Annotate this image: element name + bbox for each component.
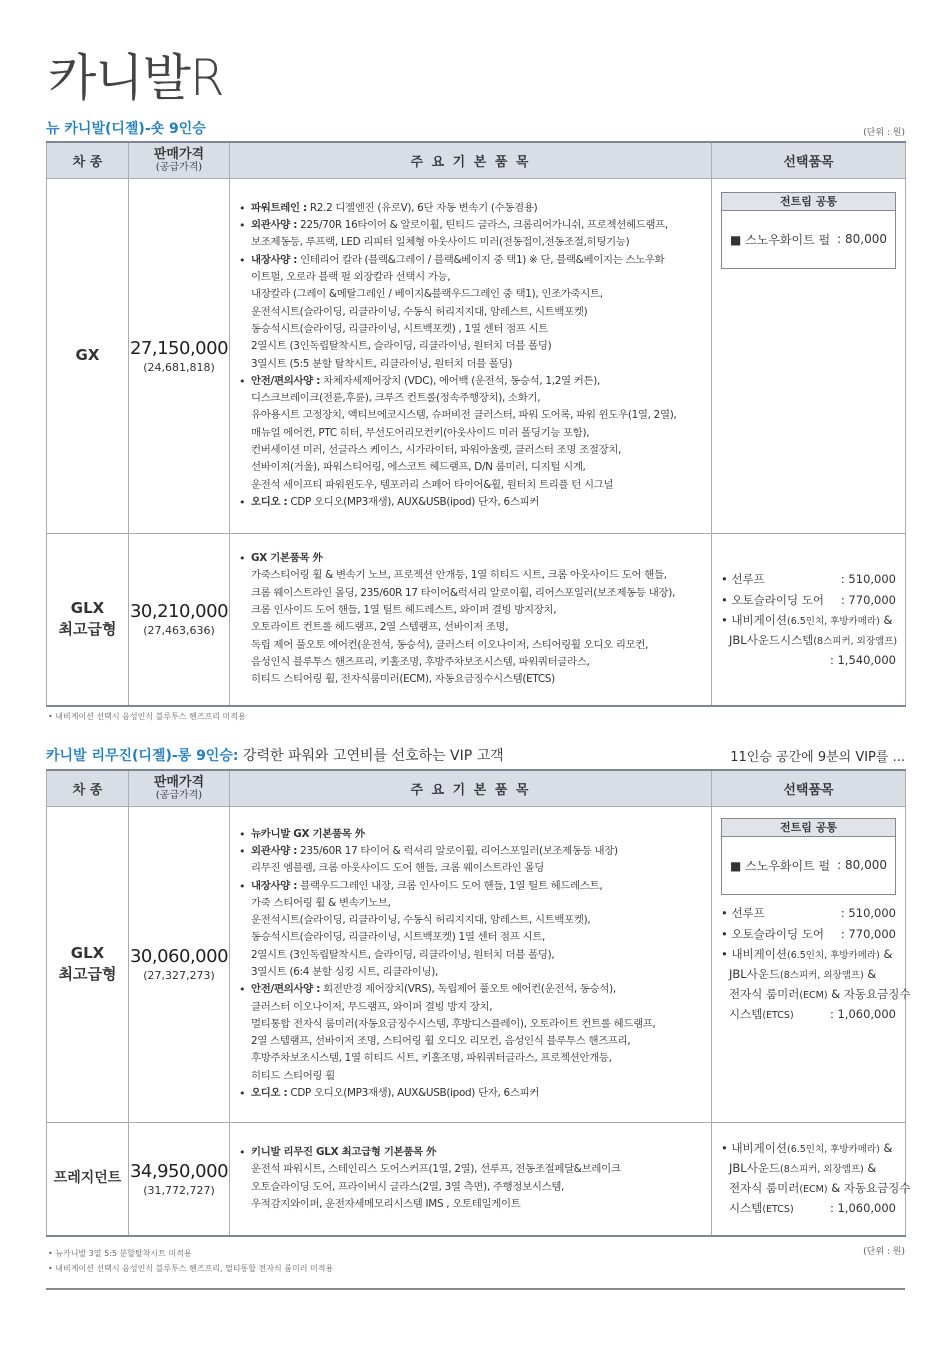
- model-name: 프레지던트: [47, 1122, 129, 1236]
- section2-note: 11인승 공간에 9분의 VIP를 ...: [730, 750, 905, 765]
- price-cell: 30,060,000 (27,327,273): [129, 806, 230, 1122]
- model-name: GX: [47, 178, 129, 533]
- header-options: 선택품목: [712, 770, 906, 806]
- model-name: GLX 최고급형: [47, 806, 129, 1122]
- items-cell: • GX 기본품목 外 가죽스티어링 휠 & 변속기 노브, 프로젝션 안개등, 1열 히티드 시트, 크롬 아웃사이드 도어 핸들, 크롬 웨이스트라인 몰딩, 235/60R 17 타이어&럭셔리 알로이휠, 리어스포일러(보조제동등 내장), 크롬 인사이드 도어 핸들, 1열 틸트 헤드레스트, 와이퍼 결빙 방지장치, 오토라이트 컨트롤 헤드램프, 2열 스텝램프, 선바이저 조명, 독립 제어 풀오토 에어컨(운전석, 동승석), 클러스터 이오나이저, 스티어링휠 오디오 리모컨, 음성인식 블루투스 핸즈프리, 키홀조명, 후방주차보조시스템, 파워쿼터글라스, 히티드 스티어링 휠, 전자식룸미러(ECM), 자동요금징수시스템(ETCS): [230, 533, 712, 706]
- price-cell: 27,150,000 (24,681,818): [129, 178, 230, 533]
- header-options: 선택품목: [712, 142, 906, 178]
- unit-label: (단위 : 원): [863, 1247, 905, 1257]
- bottom-rule: [46, 1288, 905, 1290]
- header-items: 주 요 기 본 품 목: [230, 770, 712, 806]
- items-cell: • 뉴카니발 GX 기본품목 外 • 외관사양 : 235/60R 17 타이어 & 럭셔리 알로이휠, 리어스포일러(보조제동등 내장) 리무진 엠블렘, 크롬 아웃사이드 도어 핸들, 크롬 웨이스트라인 몰딩 • 내장사양 : 블랙우드그레인 내장, 크롬 인사이드 도어 핸들, 1열 틸트 헤드레스트, 가죽 스티어링 휠 & 변속기노브, 운전석시트(슬라이딩, 리클라이닝, 수동식 허리지지대, 암레스트, 시트백포켓), 동승석시트(슬라이딩, 리클라이닝, 시트백포켓) 1열 센터 점프 시트, 2열시트 (3인독립탈착시트, 슬라이딩, 리클라이닝, 원터치 더블 폴딩), 3열시트 (6:4 분할 싱킹 시트, 리클라이닝), • 안전/편의사양 : 회전반경 제어장치(VRS), 독립제어 풀오토 에어컨(운전석, 동승석), 클러스터 이오나이저, 무드램프, 와이퍼 결빙 방지 장치, 멀티통합 전자식 룸미러(자동요금징수시스템, 후방디스플레이), 오토라이트 컨트롤 헤드램프, 2열 스텝램프, 선바이저 조명, 스티어링 휠 오디오 리모컨, 음성인식 블루투스 핸즈프리, 후방주차보조시스템, 1열 히티드 시트, 키홀조명, 파워쿼터글라스, 프로젝션안개등, 히티드 스티어링 휠 • 오디오 : CDP 오디오(MP3재생), AUX&USB(ipod) 단자, 6스피커: [230, 806, 712, 1122]
- section1-table: [46, 141, 906, 707]
- common-option-box: 전트림 공통 ■ 스노우화이트 펄 : 80,000: [721, 192, 896, 269]
- table-row: [47, 1122, 906, 1236]
- header-price: 판매가격 (공급가격): [129, 142, 230, 178]
- options-cell: [712, 178, 906, 533]
- header-model: 차 종: [47, 770, 129, 806]
- header-items: 주 요 기 본 품 목: [230, 142, 712, 178]
- page-title: 카니발R: [48, 49, 224, 107]
- table-row: [47, 533, 906, 706]
- common-option-box: 전트림 공통 ■ 스노우화이트 펄 : 80,000: [721, 818, 896, 895]
- items-cell: • 키니발 리무진 GLX 최고급형 기본품목 外 운전석 파워시트, 스테인리스 도어스커프(1열, 2열), 선루프, 전동조절페달&브레이크 오토슬라이딩 도어, 프라이버시 글라스(2열, 3열 측면), 주행정보시스템, 우적감지와이퍼, 운전자세메모리시스템 IMS , 오토테일게이트: [230, 1122, 712, 1236]
- table-row: [47, 178, 906, 533]
- price-cell: 34,950,000 (31,772,727): [129, 1122, 230, 1236]
- header-price: 판매가격 (공급가격): [129, 770, 230, 806]
- model-name: GLX 최고급형: [47, 533, 129, 706]
- options-cell: • 내비게이션(6.5인치, 후방카메라) & JBL사운드(8스피커, 외장앰프) & 전자식 룸미러(ECM) & 자동요금징수 시스템(ETCS) : 1,060,000: [712, 1122, 906, 1236]
- price-cell: 30,210,000 (27,463,636): [129, 533, 230, 706]
- options-cell: • 선루프 : 510,000 • 오토슬라이딩 도어 : 770,000 • 내비게이션(6.5인치, 후방카메라) & JBL사운드시스템(8스피커, 외장앰프) : 1,540,000: [712, 533, 906, 706]
- section1-heading: 뉴 카니발(디젤)-숏 9인승: [46, 121, 206, 137]
- footnote: • 뉴카니발 3열 5:5 분할탈착시트 미적용: [48, 1249, 192, 1258]
- footnote: • 내비게이션 선택시 음성인식 블루투스 핸즈프리, 멀티통합 전자식 룸미러 미적용: [48, 1264, 334, 1273]
- items-cell: • 파워트레인 : R2.2 디젤엔진 (유로V), 6단 자동 변속기 (수동겸용) • 외관사양 : 225/70R 16타이어 & 알로이휠, 틴티드 글라스, 크롬리어가니쉬, 프로젝션헤드램프, 보조제동등, 루프랙, LED 리피터 일체형 아웃사이드 미러(전동접이,전동조절,히팅기능) • 내장사양 : 인테리어 칼라 (블랙&그레이 / 블랙&베이지 중 택1) ※ 단, 블랙&베이지는 스노우화 이트펄, 오로라 블랙 펄 외장칼라 선택시 가능, 내장칼라 (그레이 &메탈그레인 / 베이지&블랙우드그레인 중 택1), 인조가죽시트, 운전석시트(슬라이딩, 리클라이닝, 수동식 허리지지대, 암레스트, 시트백포켓) 동승석시트(슬라이딩, 리클라이닝, 시트백포켓) , 1열 센터 점프 시트 2열시트 (3인독립탈착시트, 슬라이딩, 리클라이닝, 원터치 더블 폴딩) 3열시트 (5:5 분할 탈착시트, 리클라이닝, 원터치 더블 폴딩) • 안전/편의사양 : 차체자세제어장치 (VDC), 에어백 (운전석, 동승석, 1,2열 커튼), 디스크브레이크(전륜,후륜), 크루즈 컨트롤(정속주행장치), 소화기, 유아용시트 고정장치, 액티브에코시스템, 슈퍼비전 클러스터, 파워 도어록, 파워 윈도우(1열, 2열), 매뉴얼 에어컨, PTC 히터, 무선도어리모컨키(아웃사이드 미러 폴딩기능 포함), 컨버세이션 미러, 선글라스 케이스, 시가라이터, 파워아울렛, 클러스터 조명 조절장치, 선바이져(거울), 파워스티어링, 에스코트 헤드램프, D/N 룸미러, 디지털 시계, 운전석 세이프티 파워윈도우, 템포러리 스페어 타이어&휠, 원터치 트리플 턴 시그널 • 오디오 : CDP 오디오(MP3재생), AUX&USB(ipod) 단자, 6스피커: [230, 178, 712, 533]
- unit-label: (단위 : 원): [863, 128, 905, 138]
- header-model: 차 종: [47, 142, 129, 178]
- section2-heading: 카니발 리무진(디젤)-롱 9인승: 강력한 파워와 고연비를 선호하는 VIP 고객: [46, 748, 504, 764]
- section2-table: [46, 769, 911, 1237]
- footnote: • 내비게이션 선택시 음성인식 블루투스 핸즈프리 미적용: [48, 712, 246, 721]
- table-row: [47, 806, 906, 1122]
- options-cell: 전트림 공통 ■ 스노우화이트 펄 : 80,000 • 선루프 : 510,000 • 오토슬라이딩 도어 : 770,000 • 내비게이션(6.5인치, 후방카메라) & JBL사운드(8스피커, 외장앰프) & 전자식 룸미러(ECM) & 자동요금징수 시스템(ETCS) : 1,060,000: [712, 806, 906, 1122]
